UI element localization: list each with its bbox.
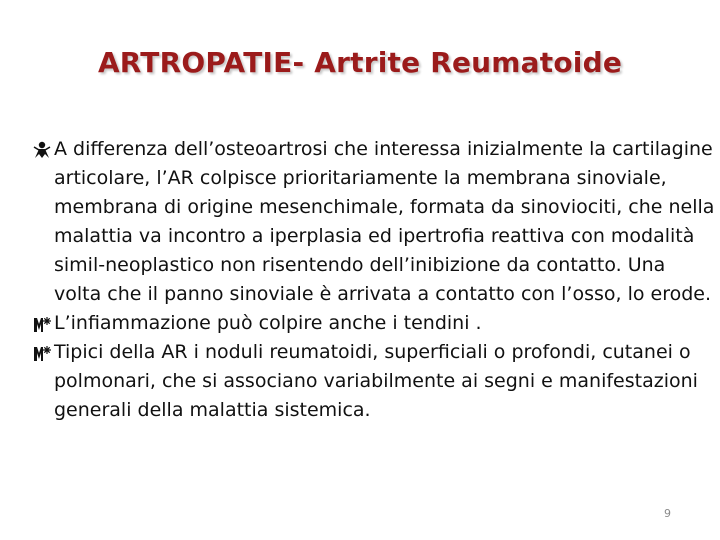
bullet-item-3 — [32, 338, 718, 425]
bullet-text: L’infiammazione può colpire anche i tendini . — [54, 312, 482, 334]
decorative-bullet-icon — [32, 343, 52, 363]
decorative-bullet-icon — [32, 314, 52, 334]
bullet-list — [32, 135, 718, 425]
bullet-text: Tipici della AR i noduli reumatoidi, superficiali o profondi, cutanei o polmonari, che si associano variabilmente ai segni e manifestazioni generali della malattia sistemica. — [54, 341, 698, 421]
bullet-item-2 — [32, 309, 718, 338]
slide-title: ARTROPATIE- Artrite Reumatoide — [97, 46, 623, 79]
decorative-bullet-icon — [32, 140, 52, 160]
bullet-item-1 — [32, 135, 718, 309]
bullet-text: A differenza dell’osteoartrosi che interessa inizialmente la cartilagine articolare, l’AR colpisce prioritariamente la membrana sinoviale, membrana di origine mesenchimale, formata da sinoviociti, che nella malattia va incontro a iperplasia ed ipertrofia reattiva con modalità simil-neoplastico non risentendo dell’inibizione da contatto. Una volta che il panno sinoviale è arrivata a contatto con l’osso, lo erode. — [54, 138, 715, 305]
page-number: 9 — [664, 507, 671, 520]
